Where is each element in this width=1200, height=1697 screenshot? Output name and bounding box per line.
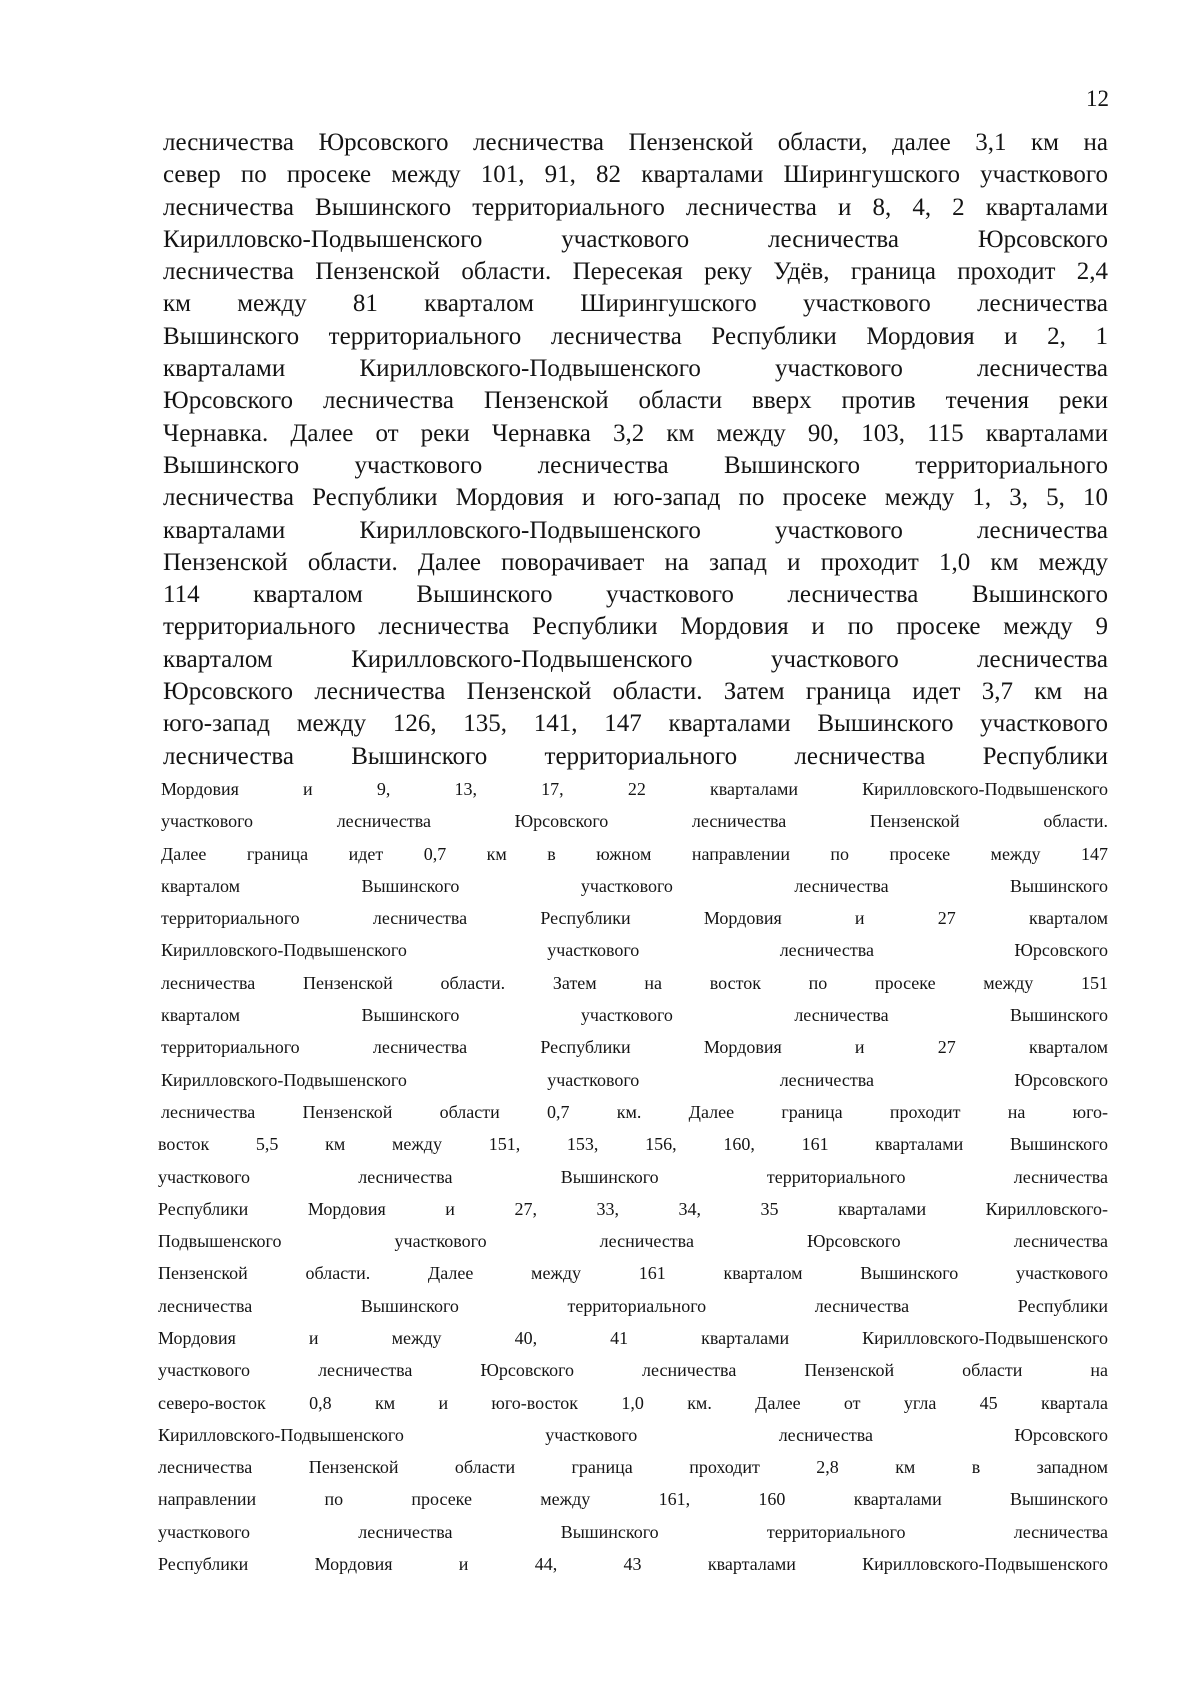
text-line: участкового лесничества Вышинского территориального лесничества: [158, 1521, 1108, 1542]
text-line: территориального лесничества Республики Мордовия и 27 кварталом: [161, 908, 1108, 929]
text-line: Юрсовского лесничества Пензенской области вверх против течения реки: [163, 387, 1108, 415]
text-line: кварталами Кирилловского-Подвышенского участкового лесничества: [163, 516, 1108, 544]
text-line: Чернавка. Далее от реки Чернавка 3,2 км между 90, 103, 115 кварталами: [163, 419, 1108, 447]
text-line: лесничества Вышинского территориального лесничества и 8, 4, 2 кварталами: [163, 193, 1108, 221]
body-paragraph: [158, 127, 1108, 1580]
text-line: лесничества Вышинского территориального лесничества Республики: [158, 1295, 1108, 1316]
text-line: лесничества Пензенской области граница проходит 2,8 км в западном: [158, 1457, 1108, 1478]
text-line: Подвышенского участкового лесничества Юрсовского лесничества: [158, 1231, 1108, 1252]
text-line: кварталом Вышинского участкового лесничества Вышинского: [161, 875, 1108, 896]
text-line: кварталом Кирилловского-Подвышенского участкового лесничества: [163, 645, 1108, 673]
text-line: кварталом Вышинского участкового лесничества Вышинского: [161, 1005, 1108, 1026]
text-line: лесничества Пензенской области. Пересекая реку Удёв, граница проходит 2,4: [163, 258, 1108, 286]
text-line: участкового лесничества Юрсовского лесничества Пензенской области на: [158, 1360, 1108, 1381]
text-line: направлении по просеке между 161, 160 кварталами Вышинского: [158, 1489, 1108, 1510]
text-line: Республики Мордовия и 27, 33, 34, 35 кварталами Кирилловского-: [158, 1198, 1108, 1219]
text-line: Кирилловско-Подвышенского участкового лесничества Юрсовского: [163, 225, 1108, 253]
text-line: лесничества Республики Мордовия и юго-запад по просеке между 1, 3, 5, 10: [163, 484, 1108, 512]
text-line: лесничества Вышинского территориального лесничества Республики: [163, 742, 1108, 770]
text-line: кварталами Кирилловского-Подвышенского участкового лесничества: [163, 355, 1108, 383]
text-line: 114 кварталом Вышинского участкового лесничества Вышинского: [163, 581, 1108, 609]
text-line: территориального лесничества Республики Мордовия и по просеке между 9: [163, 613, 1108, 641]
text-line: Кирилловского-Подвышенского участкового лесничества Юрсовского: [161, 1069, 1108, 1090]
text-line: участкового лесничества Вышинского территориального лесничества: [158, 1166, 1108, 1187]
text-line: Мордовия и 9, 13, 17, 22 кварталами Кирилловского-Подвышенского: [161, 778, 1108, 799]
text-line: юго-запад между 126, 135, 141, 147 кварталами Вышинского участкового: [163, 710, 1108, 738]
text-line: Далее граница идет 0,7 км в южном направлении по просеке между 147: [161, 843, 1108, 864]
text-line: Пензенской области. Далее поворачивает на запад и проходит 1,0 км между: [163, 548, 1108, 576]
text-line: Кирилловского-Подвышенского участкового лесничества Юрсовского: [158, 1424, 1108, 1445]
text-line: Мордовия и между 40, 41 кварталами Кирилловского-Подвышенского: [158, 1327, 1108, 1348]
text-line: лесничества Пензенской области. Затем на восток по просеке между 151: [161, 972, 1108, 993]
text-line: лесничества Юрсовского лесничества Пензенской области, далее 3,1 км на: [163, 129, 1108, 156]
text-line: северо-восток 0,8 км и юго-восток 1,0 км. Далее от угла 45 квартала: [158, 1392, 1108, 1413]
text-line: север по просеке между 101, 91, 82 кварталами Ширингушского участкового: [163, 161, 1108, 189]
text-line: участкового лесничества Юрсовского лесничества Пензенской области.: [161, 811, 1108, 832]
text-line: Вышинского территориального лесничества Республики Мордовия и 2, 1: [163, 322, 1108, 350]
text-line: км между 81 кварталом Ширингушского участкового лесничества: [163, 290, 1108, 318]
page-number: 12: [1086, 86, 1109, 111]
text-line: территориального лесничества Республики Мордовия и 27 кварталом: [161, 1037, 1108, 1058]
text-line: Юрсовского лесничества Пензенской области. Затем граница идет 3,7 км на: [163, 678, 1108, 706]
text-line: Вышинского участкового лесничества Вышинского территориального: [163, 451, 1108, 479]
text-line: Республики Мордовия и 44, 43 кварталами Кирилловского-Подвышенского: [158, 1554, 1108, 1575]
text-line: лесничества Пензенской области 0,7 км. Далее граница проходит на юго-: [161, 1101, 1108, 1122]
text-line: Кирилловского-Подвышенского участкового лесничества Юрсовского: [161, 940, 1108, 961]
text-line: Пензенской области. Далее между 161 кварталом Вышинского участкового: [158, 1263, 1108, 1284]
text-line: восток 5,5 км между 151, 153, 156, 160, 161 кварталами Вышинского: [158, 1134, 1108, 1155]
